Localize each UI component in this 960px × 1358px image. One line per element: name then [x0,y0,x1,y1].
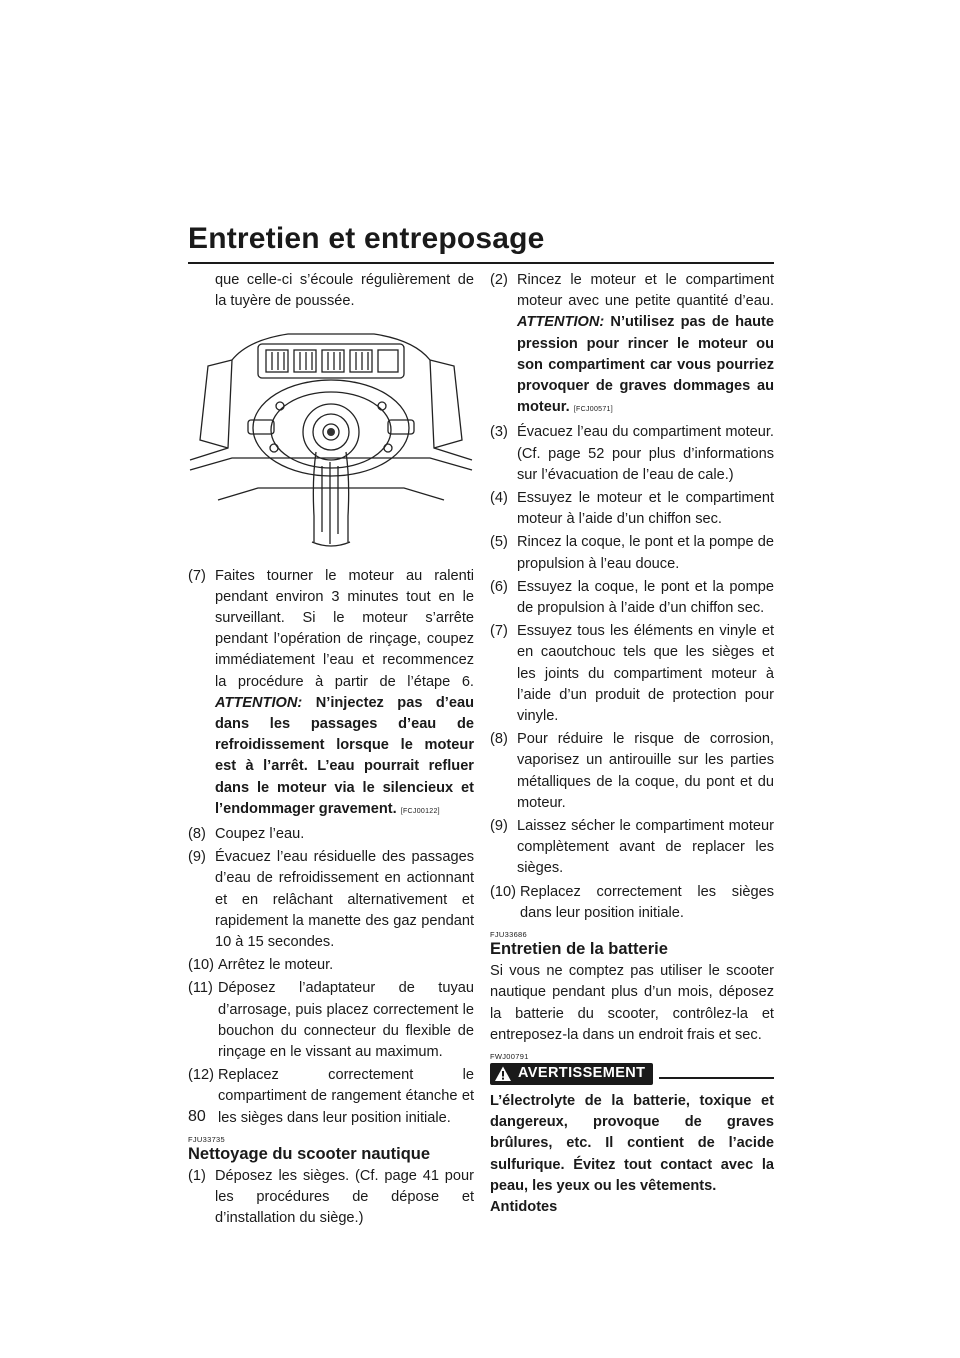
step-number: (5) [490,534,508,551]
clean-step-3 [490,422,774,486]
page-title: Entretien et entreposage [188,222,545,255]
step-number: (8) [188,826,206,843]
step-number: (7) [490,623,508,640]
step-text: Évacuez l’eau résiduelle des passages d’eau de refroidissement en actionnant et en relâchant alternativement et rapidement la manette des gaz pendant 10 à 15 secondes. [215,849,474,951]
clean-step-7 [490,621,774,727]
step-text: Pour réduire le risque de corrosion, vaporisez un antirouille sur les parties métalliques de la coque, du pont et du moteur. [517,731,774,811]
step-number: (1) [188,1167,206,1184]
step-number: (6) [490,578,508,595]
step-text: Replacez correctement les sièges dans leur position initiale. [520,883,774,921]
step-text: Déposez l’adaptateur de tuyau d’arrosage, puis placez correctement le bouchon du connecteur du flexible de rinçage en le vissant au maximum. [218,980,474,1061]
step-number: (10) [490,883,516,900]
antidotes-label: Antidotes [490,1198,558,1215]
section-heading-battery: Entretien de la batterie [490,940,668,959]
clean-step-5 [490,532,774,574]
step-text: Déposez les sièges. (Cf. page 41 pour les procédures de dépose et d’installation du siège.) [215,1167,474,1227]
attention-text: N’utilisez pas de haute pression pour rincer le moteur ou son compartiment car vous pourriez provoquer de graves dommages au moteur. [517,314,774,416]
step-text: Essuyez tous les éléments en vinyle et en caoutchouc tels que les sièges et les joints du compartiment moteur à l’aide d’un produit de protection pour vinyle. [517,623,774,725]
step-text: Rincez la coque, le pont et la pompe de propulsion à l’eau douce. [517,534,774,572]
step-number: (12) [188,1067,214,1084]
clean-step-10 [490,882,774,924]
attention-label: ATTENTION: [215,694,303,711]
warning-id: FWJ00791 [490,1051,529,1061]
step-number: (9) [188,849,206,866]
clean-step-2 [490,270,774,420]
jet-nozzle-illustration [188,320,474,552]
step-number: (3) [490,424,508,441]
battery-paragraph: Si vous ne comptez pas utiliser le scooter nautique pendant plus d’un mois, déposez la batterie du scooter, contrôlez-la et entreposez-la dans un endroit frais et sec. [490,963,774,1043]
caution-code: [FCJ00571] [573,406,613,414]
step-number: (2) [490,272,508,288]
step-text: Laissez sécher le compartiment moteur complètement avant de replacer les sièges. [517,818,774,877]
step-text: Rincez le moteur et le compartiment moteur avec une petite quantité d’eau. [517,272,774,310]
step-text: Essuyez le moteur et le compartiment moteur à l’aide d’un chiffon sec. [517,490,774,528]
title-underline [188,262,774,264]
warning-badge [490,1063,653,1085]
step-number: (10) [188,957,214,974]
rinse-step-10 [188,955,474,976]
step-text: Essuyez la coque, le pont et la pompe de propulsion à l’aide d’un chiffon sec. [517,578,774,617]
warning-label: AVERTISSEMENT [518,1065,646,1082]
clean-step-8 [490,729,774,814]
rinse-step-11 [188,978,474,1063]
warning-rule [659,1077,774,1079]
section-id: FJU33686 [490,930,528,940]
step-text: Replacez correctement le compartiment de rangement étanche et les sièges dans leur position initiale. [218,1067,474,1126]
left-column [188,270,474,1232]
step-number: (9) [490,818,508,835]
step-text: Évacuez l’eau du compartiment moteur. (Cf. page 52 pour plus d’informations sur l’évacuation de l’eau de cale.) [517,424,774,483]
attention-text: N’injectez pas d’eau dans les passages d’eau de refroidissement lorsque le moteur est à l’arrêt. L’eau pourrait refluer dans le moteur via le silencieux et l’endommager gravement. [215,694,475,817]
section-heading-cleaning: Nettoyage du scooter nautique [188,1144,431,1163]
step-text: Faites tourner le moteur au ralenti pendant environ 3 minutes tout en le surveillant. Si le moteur s’arrête pendant l’opération de rinçage, coupez immédiatement l’eau et recommencez la procédure à partir de l’étape 6. [215,567,474,690]
section-id: FJU33735 [188,1134,226,1144]
clean-step-1 [188,1166,474,1230]
page-number: 80 [188,1108,206,1125]
step-number: (7) [188,567,206,584]
step-number: (8) [490,731,508,748]
attention-label: ATTENTION: [517,314,605,331]
rinse-step-8 [188,824,474,845]
clean-step-4 [490,488,774,530]
warning-triangle-icon [494,1065,512,1083]
warning-header [490,1063,774,1085]
intro-text: que celle-ci s’écoule régulièrement de la tuyère de poussée. [215,272,474,310]
clean-step-6 [490,577,774,619]
warning-text: L’électrolyte de la batterie, toxique et dangereux, provoque de graves brûlures, etc. Il contient de l’acide sulfurique. Évitez tout contact avec la peau, les yeux ou les vêtements. [490,1092,774,1194]
caution-code: [FCJ00122] [400,807,440,815]
right-column [490,270,774,1218]
rinse-step-7 [188,566,474,822]
step-number: (4) [490,490,508,507]
step-text: Arrêtez le moteur. [218,957,334,974]
rinse-step-9 [188,847,474,953]
rinse-step-12 [188,1065,474,1129]
step-text: Coupez l’eau. [215,826,305,843]
clean-step-9 [490,816,774,880]
step-number: (11) [188,980,213,997]
